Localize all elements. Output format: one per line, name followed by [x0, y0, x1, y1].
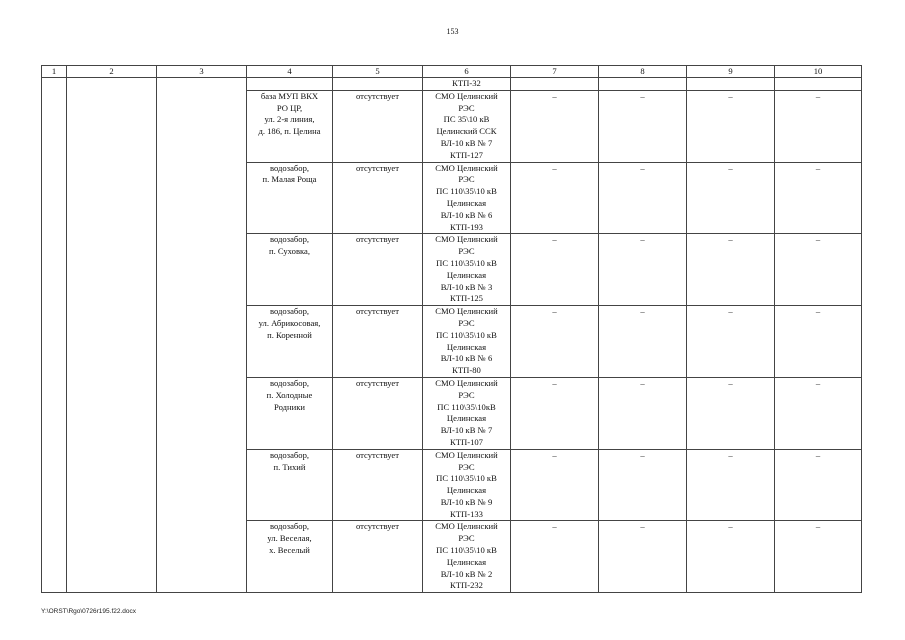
cell-col4: водозабор, п. Суховка,	[247, 234, 333, 306]
data-table	[41, 65, 862, 593]
carryover-row	[42, 78, 862, 91]
cell-col6: СМО Целинский РЭС ПС 110\35\10 кВ Целинская ВЛ-10 кВ № 9 КТП-133	[423, 449, 511, 521]
cell-col7: –	[511, 377, 599, 449]
cell-col6: СМО Целинский РЭС ПС 110\35\10кВ Целинская ВЛ-10 кВ № 7 КТП-107	[423, 377, 511, 449]
cell-col4: водозабор, п. Холодные Родники	[247, 377, 333, 449]
cell-col4: водозабор, ул. Абрикосовая, п. Коренной	[247, 306, 333, 378]
cell-col5: отсутствует	[333, 449, 423, 521]
cell-col5: отсутствует	[333, 90, 423, 162]
cell-col7: –	[511, 449, 599, 521]
cell-col9: –	[687, 162, 775, 234]
cell-col10: –	[775, 521, 862, 593]
cell-col10: –	[775, 306, 862, 378]
cell-col9: –	[687, 521, 775, 593]
merged-cell-col3	[157, 78, 247, 593]
cell-col8: –	[599, 521, 687, 593]
cell-col8: –	[599, 377, 687, 449]
cell-col4	[247, 78, 333, 91]
cell-col9: –	[687, 306, 775, 378]
page-number: 153	[446, 27, 459, 36]
header-cell: 10	[775, 66, 862, 78]
cell-col5: отсутствует	[333, 162, 423, 234]
cell-col9	[687, 78, 775, 91]
merged-cell-col2	[67, 78, 157, 593]
cell-col10: –	[775, 162, 862, 234]
cell-col5: отсутствует	[333, 377, 423, 449]
cell-col7: –	[511, 162, 599, 234]
cell-col8: –	[599, 162, 687, 234]
cell-col9: –	[687, 377, 775, 449]
cell-col6: СМО Целинский РЭС ПС 110\35\10 кВ Целинская ВЛ-10 кВ № 3 КТП-125	[423, 234, 511, 306]
cell-col10	[775, 78, 862, 91]
cell-col10: –	[775, 377, 862, 449]
cell-col6: СМО Целинский РЭС ПС 35\10 кВ Целинский ССК ВЛ-10 кВ № 7 КТП-127	[423, 90, 511, 162]
cell-col4: водозабор, ул. Веселая, х. Веселый	[247, 521, 333, 593]
header-cell: 4	[247, 66, 333, 78]
merged-cell-col1	[42, 78, 67, 593]
cell-col10: –	[775, 90, 862, 162]
header-cell: 1	[42, 66, 67, 78]
cell-col8	[599, 78, 687, 91]
cell-col8: –	[599, 234, 687, 306]
cell-col8: –	[599, 449, 687, 521]
cell-col5: отсутствует	[333, 306, 423, 378]
cell-col7: –	[511, 90, 599, 162]
header-cell: 5	[333, 66, 423, 78]
cell-col7: –	[511, 521, 599, 593]
cell-col10: –	[775, 449, 862, 521]
cell-col7	[511, 78, 599, 91]
cell-col4: база МУП ВКХ РО ЦР, ул. 2-я линия, д. 186, п. Целина	[247, 90, 333, 162]
header-cell: 7	[511, 66, 599, 78]
cell-col5	[333, 78, 423, 91]
cell-col10: –	[775, 234, 862, 306]
cell-col6: КТП-32	[423, 78, 511, 91]
header-cell: 3	[157, 66, 247, 78]
cell-col9: –	[687, 449, 775, 521]
cell-col4: водозабор, п. Тихий	[247, 449, 333, 521]
cell-col8: –	[599, 306, 687, 378]
cell-col5: отсутствует	[333, 234, 423, 306]
header-row	[42, 66, 862, 78]
cell-col9: –	[687, 234, 775, 306]
cell-col7: –	[511, 234, 599, 306]
cell-col6: СМО Целинский РЭС ПС 110\35\10 кВ Целинская ВЛ-10 кВ № 2 КТП-232	[423, 521, 511, 593]
cell-col4: водозабор, п. Малая Роща	[247, 162, 333, 234]
cell-col6: СМО Целинский РЭС ПС 110\35\10 кВ Целинская ВЛ-10 кВ № 6 КТП-193	[423, 162, 511, 234]
header-cell: 2	[67, 66, 157, 78]
cell-col7: –	[511, 306, 599, 378]
cell-col5: отсутствует	[333, 521, 423, 593]
file-path-footer: Y:\ORST\Rgo\0726r195.f22.docx	[41, 608, 137, 615]
cell-col9: –	[687, 90, 775, 162]
header-cell: 6	[423, 66, 511, 78]
cell-col6: СМО Целинский РЭС ПС 110\35\10 кВ Целинская ВЛ-10 кВ № 6 КТП-80	[423, 306, 511, 378]
header-cell: 8	[599, 66, 687, 78]
header-cell: 9	[687, 66, 775, 78]
cell-col8: –	[599, 90, 687, 162]
